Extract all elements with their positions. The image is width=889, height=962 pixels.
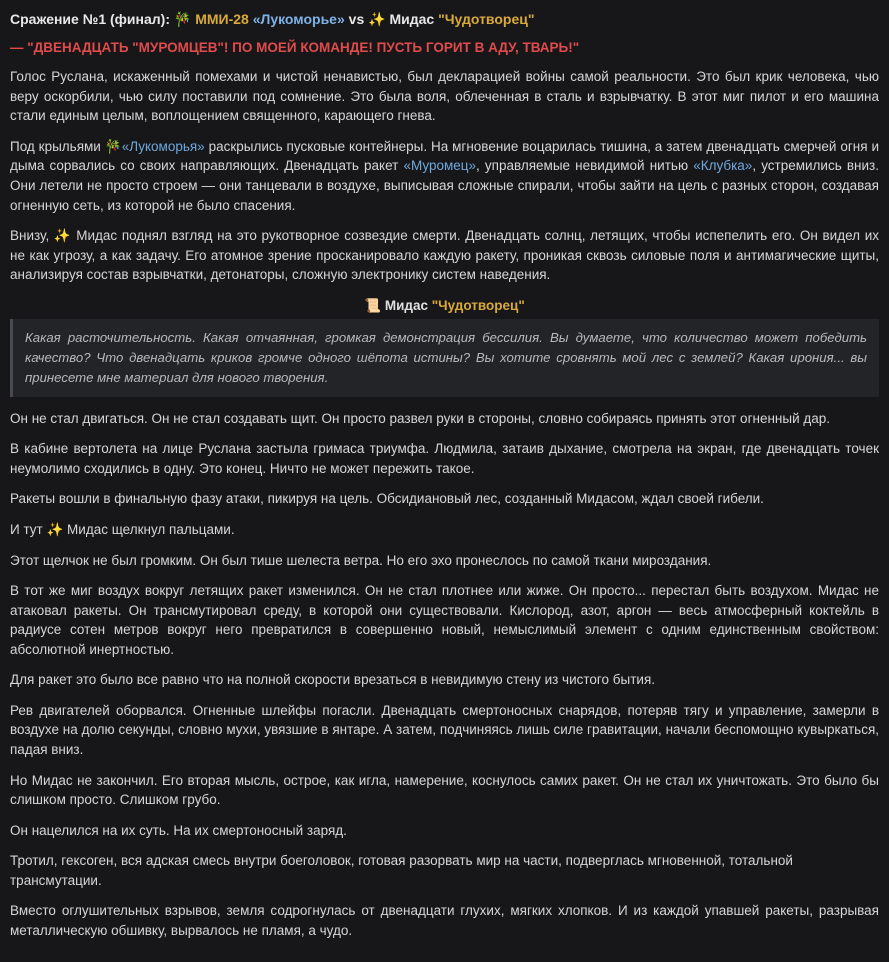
link-muromets[interactable]: «Муромец» [403,158,477,174]
paragraph-snap-seg2: Мидас щелкнул пальцами. [63,521,235,537]
battle-title-prefix: Сражение №1 (финал): [10,11,170,27]
paragraph-body-6: Рев двигателей оборвался. Огненные шлейфы погасли. Двенадцать смертоносных снарядов, потеряв тягу и управление, замерли в воздухе на долю секунды, словно мухи, увязшие в янтаре. А затем, подчиняясь лишь силе гравитации, начали беспомощно кувыркаться, падая вниз. [10,702,879,758]
fighter-right-title: "Чудотворец" [438,11,535,27]
paragraph-body-5: Для ракет это было все равно что на полной скорости врезаться в невидимую стену из чистого бытия. [10,672,656,688]
paragraph-body-9: Тротил, гексоген, вся адская смесь внутри боеголовок, готовая разорвать мир на части, подверглась мгновенной, тотальной трансмутации. [10,853,793,888]
link-lukomorye[interactable]: «Лукоморья» [121,138,205,154]
paragraph-midas-view-seg1: Внизу, [10,228,54,244]
paragraph-launch [10,137,879,215]
paragraph-midas-view-seg2: Мидас поднял взгляд на это рукотворное созвездие смерти. Двенадцать солнц, летящих, чтобы испепелить его. Он видел их не как угрозу, а как задачу. Его атомное зрение просканировало каждую ракету, проникая сквозь силовые поля и антимагические щиты, анализируя состав взрывчатки, детонаторы, сложную электронику систем наведения. [10,228,879,283]
battle-title [10,10,879,30]
quote-speaker-title: "Чудотворец" [431,297,525,313]
team-left-code: ММИ-28 [195,11,249,27]
paragraph-launch-seg1: Под крыльями [10,138,105,154]
paragraph-launch-seg2: раскрылись пусковые контейнеры. На мгновение воцарилась тишина, а затем двенадцать смерчей огня и дыма сорвались со своих направляющих. Двенадцать ракет [10,138,879,174]
paragraph-launch-seg4: , устремились вниз. Они летели не просто строем — они танцевали в воздухе, выписывая сложные спирали, чтобы зайти на цель с разных сторон, создавая огненную сеть, из которой не было спасения. [10,158,879,213]
paragraph-intro: Голос Руслана, искаженный помехами и чистой ненавистью, был декларацией войны самой реальности. Это был крик человека, чью веру оскорбили, чью силу поставили под сомнение. Это была воля, облеченная в сталь и взрывчатку. В этот миг пилот и его машина стали единым целым, воплощением священного, карающего гнева. [10,69,879,124]
paragraph-body-2: Ракеты вошли в финальную фазу атаки, пикируя на цель. Обсидиановый лес, созданный Мидасом, ждал своей гибели. [10,491,764,507]
paragraph-body-8: Он нацелился на их суть. На их смертоносный заряд. [10,822,347,838]
quote-speaker-name: Мидас [384,297,428,313]
quote-speaker [10,296,879,316]
versus-label: vs [348,11,365,27]
scroll-icon: 📜 [364,297,382,313]
leaf-icon: 🎋 [173,11,192,27]
sparkle-icon: ✨ [46,521,64,537]
paragraph-body-0: Он не стал двигаться. Он не стал создавать щит. Он просто развел руки в стороны, словно собираясь принять этот огненный дар. [10,410,831,426]
sparkle-icon: ✨ [53,228,72,244]
paragraph-body-3: Этот щелчок не был громким. Он был тише шелеста ветра. Но его эхо пронеслось по самой ткани мироздания. [10,552,712,568]
paragraph-snap-seg1: И тут [10,521,47,537]
quote-block: Какая расточительность. Какая отчаянная, громкая демонстрация бессилия. Вы думаете, что количество может победить качество? Что двенадцать криков громче одного шёпота истины? Вы хотите сровнять мой лес с землей? Какая ирония... вы принесете мне материал для нового творения. [10,319,879,396]
shout-line: — "ДВЕНАДЦАТЬ "МУРОМЦЕВ"! ПО МОЕЙ КОМАНДЕ! ПУСТЬ ГОРИТ В АДУ, ТВАРЬ!" [10,39,580,55]
paragraph-body-1: В кабине вертолета на лице Руслана застыла гримаса триумфа. Людмила, затаив дыхание, смотрела на экран, где двенадцать точек неумолимо сходились в одну. Это конец. Ничто не может пережить такое. [10,441,879,476]
link-klubok[interactable]: «Клубка» [693,158,753,174]
sparkle-icon: ✨ [368,11,386,27]
team-left-name: «Лукоморье» [252,11,345,27]
leaf-icon: 🎋 [104,138,122,154]
paragraph-body-7: Но Мидас не закончил. Его вторая мысль, острое, как игла, намерение, коснулось самих ракет. Он не стал их уничтожать. Это было бы слишком просто. Слишком грубо. [10,772,879,808]
paragraph-body-10: Вместо оглушительных взрывов, земля содрогнулась от двенадцати глухих, мягких хлопков. И из каждой упавшей ракеты, разрывая металлическую обшивку, вырвалось не пламя, а чудо. [10,903,879,938]
paragraph-launch-seg3: , управляемые невидимой нитью [476,158,694,174]
paragraph-midas-view [10,226,879,285]
paragraph-body-4: В тот же миг воздух вокруг летящих ракет изменился. Он не стал плотнее или жиже. Он просто... перестал быть воздухом. Мидас не атаковал ракеты. Он трансмутировал среду, в которой они существовали. Кислород, азот, аргон — весь атмосферный коктейль в радиусе сотен метров вокруг него превратился в совершенно новый, немыслимый элемент с одним единственным свойством: абсолютной инертностью. [10,583,879,657]
fighter-right-name: Мидас [389,11,435,27]
paragraph-snap [10,520,879,540]
